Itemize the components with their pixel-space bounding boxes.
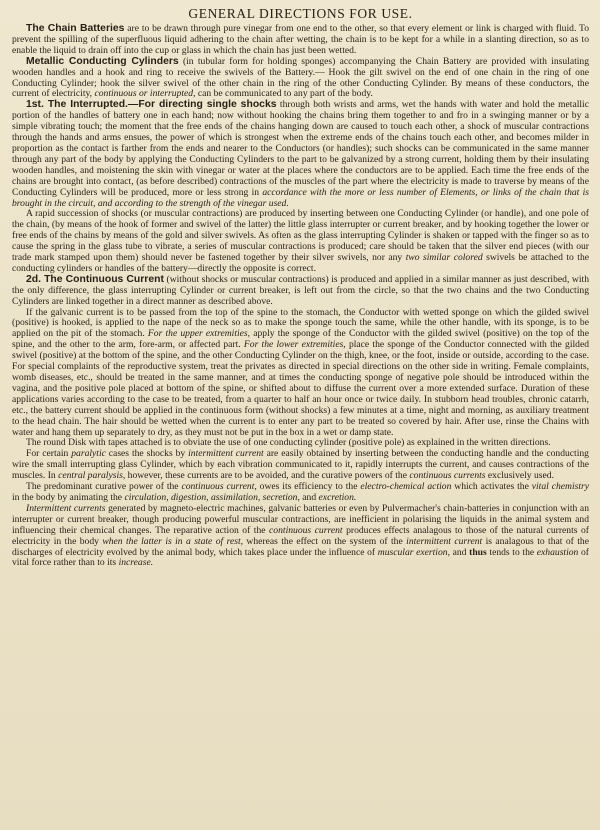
text-run: A rapid succession of shocks (or muscular contractions) are produced by inserting between one Conducting Cylinder (or handle), and one pole of the chain, (by means of the hook of former and swivel of the latter) the little glass interrupter or current breaker, and by hooking together the lower or free ends of the chains by means of the gold and silver swivels. As often as the glass interrupting Cylinder is shaken or tapped with the finger so as to cause the spring in the glass tube to vibrate, a series of muscular contractions is produced; care should be taken that the silver end pieces (with our trade mark stamped upon them) should never be fastened together by their silver swivels, nor any xyxy=(12,208,589,264)
italic-text: increase. xyxy=(118,557,154,569)
italic-text: two similar colored xyxy=(405,252,483,264)
text-run: produces effects analagous to those of the natural currents of electricity in the body xyxy=(12,524,590,547)
text-run: through both wrists and arms, wet the hands with water and hold the metallic portion of the handles of battery one in each hand; now without hooking the chains bring them together to and fro in a swinging manner or by a simple vibrating touch; the moment that the free ends of the chains hanging down are caused to touch each other, a shock of muscular contractions through the hands and arms ensues, the power of which is strongest when the extreme ends of the chains touch each other, and becomes milder in proportion as the contact is farther from the ends and nearer to the Conductors (or handles); such shocks can be communicated in the same manner through any part of the body by applying the Conducting Cylinders to the part to be galvanized by a strong current, holding them by their insulating wooden handles, and moistening the skin with vinegar or water at the places where the conductors are to be applied. Each time the free ends of the chains are brought into contact, (as before described) contractions of the muscles of the part where the electricity is made to traverse by means of the Conducting Cylinders will be produced, more or less strong in xyxy=(12,99,589,198)
text-run: (in tubular form for holding sponges) accompanying the Chain Battery are provided with insulating wooden handles and a hook and ring to receive the swivels of the Battery.— Hook the gilt swivel on the end of one chain in the ring of one Conducting Cylinder; hook the silver swivel of the other chain in the ring of the other Conducting Cylinder. By means of these conductors, the current of electricity, xyxy=(12,55,589,100)
paragraph-chain-batteries xyxy=(12,24,589,57)
text-run: place the sponge of the Conductor connected with the gilded swivel (positive) at the bottom of the spine, and the other Conducting Cylinder on the thigh, knee, or the foot, inside or outside, according to the case. For special complaints of the reproductive system, treat the privates as directed in special directions on the other side in writing. Female complaints, womb diseases, etc., should be treated in the same manner, and at times the conducting sponge of negative pole should be introduced within the vagina, and the positive pole placed at bottom of the spine, or shifted about to diffuse the current over a more extended surface. Duration of these applications varies according to the case to be treated, from a quarter to half an hour once or twice daily. In stubborn head troubles, chronic catarrh, etc., the battery current should be applied in the continuous form (without shocks) a few minutes at a time, night and morning, as auxiliary treatment to the head chain. The hair should be wetted when the current is to enter any part to be treated so covered by hair. After use, rinse the Chains with water and hang them up separately to dry, as they must not be put in the box in a wet or damp state. xyxy=(12,339,589,438)
bold-text: thus xyxy=(469,546,487,558)
italic-text: muscular exertion, xyxy=(377,546,450,558)
italic-text: For the lower extremities, xyxy=(243,339,346,351)
text-run: swivels be attached to the conducting cylinders or handles of the battery—directly the opposite is correct. xyxy=(12,252,589,274)
text-run: whereas the effect on the system of the xyxy=(243,535,407,547)
paragraph-continuous xyxy=(12,275,589,308)
text-run: however, these currents are to be avoided, and the curative powers of the xyxy=(125,470,410,482)
paragraph-rapid-succession xyxy=(12,209,589,274)
italic-text: vital chemistry xyxy=(531,481,590,493)
text-run: owes its efficiency to the xyxy=(256,481,361,493)
text-run: are to be drawn through pure vinegar from one end to the other, so that every element or link is charged with fluid. To prevent the spilling of the superfluous liquid adhering to the chain after wetting, the chain is to be kept for a while in a slanting direction, so as to enable the liquid to drain off into the cup or glass in which the chain has just been wetted. xyxy=(12,23,589,56)
italic-text: continuous current, xyxy=(181,481,257,493)
paragraph-paralytic xyxy=(12,449,589,482)
text-run: (without shocks or muscular contractions) is produced and applied in a similar manner as just described, with the only difference, the glass interrupting Cylinder or current breaker, is left out from the circle, so that the two chains and the two Conducting Cylinders are linked together in a direct manner as described above. xyxy=(12,273,589,307)
text-run: , can be communicated to any part of the body. xyxy=(193,88,373,100)
italic-text: when the latter is in a state of rest, xyxy=(102,535,244,547)
paragraph-interrupted xyxy=(12,100,589,209)
text-run: The predominant curative power of the xyxy=(26,481,182,493)
italic-text: central paralysis, xyxy=(58,470,126,482)
italic-text: continuous or interrupted xyxy=(94,88,194,100)
text-run: in the body by animating the xyxy=(12,491,125,503)
text-run: tends to the xyxy=(486,546,537,558)
italic-text: circulation, digestion, assimilation, secretion, xyxy=(124,491,300,503)
text-run: generated by magneto-electric machines, galvanic batteries or even by Pulvermacher's chain-batteries in conjunction with an interrupter or current breaker, though producing powerful muscular contractions, are inefficient in polarising the liquids in the animal system and influencing their chemical changes. The reparative action of the xyxy=(12,502,589,536)
italic-text: Intermittent currents xyxy=(26,502,106,514)
text-run: are easily obtained by inserting between the conducting handle and the conducting wire the small interrupting glass Cylinder, which by each vibration communicated to it, rapidly interrupts the current, and causes contractions of the muscles. In xyxy=(12,448,589,482)
text-run: of vital force rather than to its xyxy=(12,546,589,569)
text-run: and xyxy=(449,546,470,558)
text-run: The round Disk with tapes attached is to obviate the use of one conducting cylinder (positive pole) as explained in the written directions. xyxy=(26,437,551,449)
italic-text: continuous current xyxy=(269,524,343,536)
text-run: cases the shocks by xyxy=(105,448,189,460)
text-run: is analagous to that of the discharges of electricity evolved by the animal body, which takes place under the influence of xyxy=(12,535,589,558)
italic-text: exhaustion xyxy=(536,546,579,558)
paragraph-metallic-cylinders xyxy=(12,57,589,101)
section-lead: 1st. The Interrupted.—For directing single shocks xyxy=(26,99,277,111)
italic-text: For the upper extremities, xyxy=(147,328,251,340)
text-run: which activates the xyxy=(451,481,532,493)
section-lead: Metallic Conducting Cylinders xyxy=(26,55,179,67)
section-lead: The Chain Batteries xyxy=(26,23,125,34)
paragraph-intermittent xyxy=(12,504,589,569)
italic-text: electro-chemical action xyxy=(360,481,452,493)
text-run: If the galvanic current is to be passed from the top of the spine to the stomach, the Conductor with wetted sponge on which the gilded swivel (positive) is hooked, is applied to the nape of the neck so as to make the sponge touch the same, while the other handle, with its sponge, is to be applied on the pit of the stomach. xyxy=(12,306,589,340)
italic-text: accordance with the more or less number of Elements, or links of the chain that is brought in the circuit, and according to the strength of the vinegar used. xyxy=(12,186,589,209)
italic-text: intermittent current xyxy=(406,535,483,547)
text-run: exclusively used. xyxy=(485,470,554,482)
italic-text: excretion. xyxy=(318,491,357,503)
italic-text: intermittent current xyxy=(188,448,264,460)
italic-text: continuous currents xyxy=(409,470,486,482)
paragraph-galvanic-spine xyxy=(12,308,589,439)
text-run: apply the sponge of the Conductor with the gilded swivel (positive) on the top of the spine, and the other to the arm, fore-arm, or affected part. xyxy=(12,328,589,351)
paragraph-curative-power xyxy=(12,482,589,504)
section-lead: 2d. The Continuous Current xyxy=(26,273,164,285)
italic-text: paralytic xyxy=(71,448,106,460)
page-heading: GENERAL DIRECTIONS FOR USE. xyxy=(188,6,413,21)
text-run: and xyxy=(299,491,319,503)
directions-body xyxy=(12,24,589,569)
text-run: For certain xyxy=(26,448,72,460)
